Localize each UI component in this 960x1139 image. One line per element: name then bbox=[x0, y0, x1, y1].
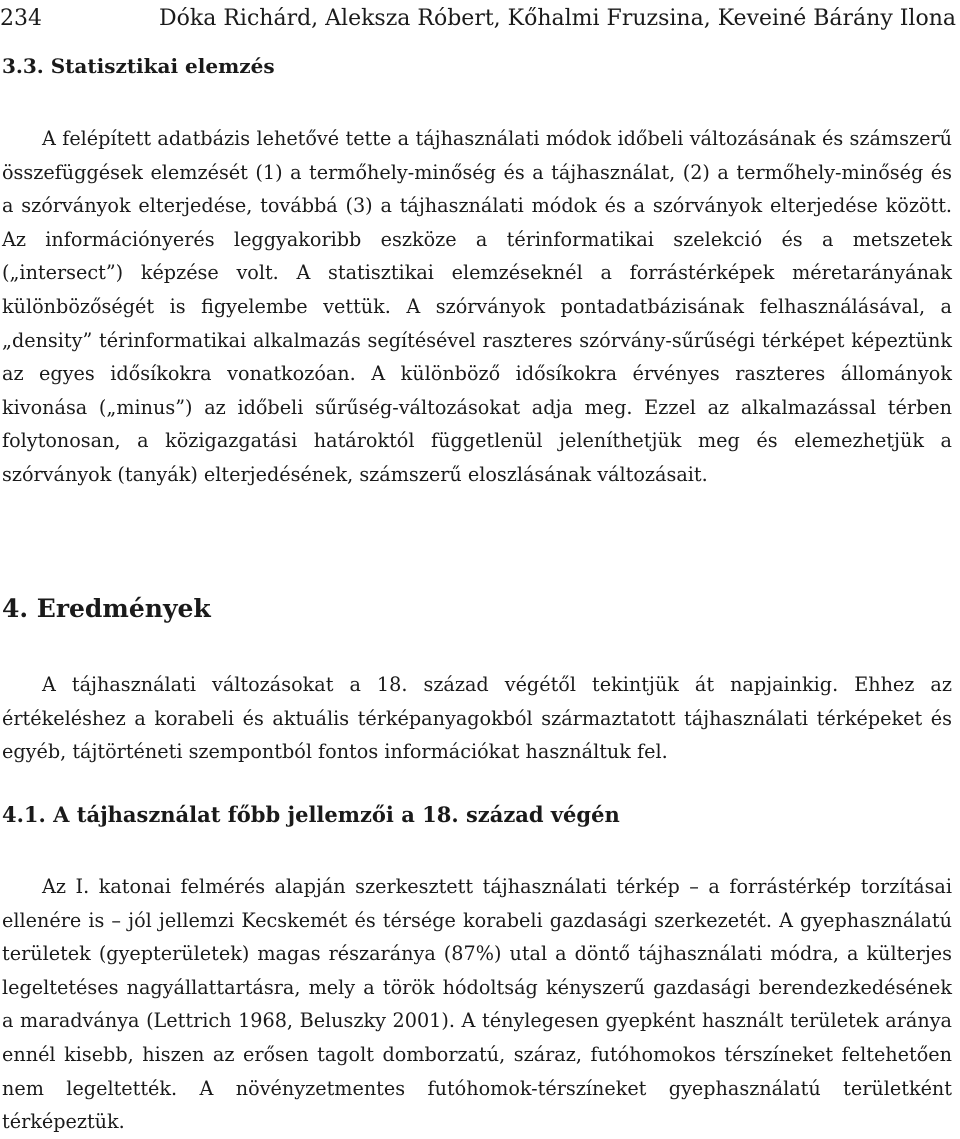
paragraph-results-intro: A tájhasználati változásokat a 18. század végétől tekintjük át napjainkig. Ehhez az értékeléshez a korabeli és aktuális térképanyagokból származtatott tájhasználati térképeket és egyéb, tájtörténeti szempontból fontos információkat használtuk fel. bbox=[2, 673, 952, 764]
paragraph-18th-century-land-use: Az I. katonai felmérés alapján szerkesztett tájhasználati térkép – a forrástérkép torzításai ellenére is – jól jellemzi Kecskemét és térsége korabeli gazdasági szerkezetét. A gyephasználatú területek (gyepterületek) magas részaránya (87%) utal a döntő tájhasználati módra, a külterjes legeltetéses nagyállattartásra, mely a török hódoltság kényszerű gazdasági berendezkedésének a maradványa (Lettrich 1968, Beluszky 2001). A ténylegesen gyepként használt területek aránya ennél kisebb, hiszen az erősen tagolt domborzatú, száraz, futóhomokos térszíneket feltehetően nem legeltették. A növényzetmentes futóhomok-térszíneket gyephasználatú területként térképeztük. bbox=[2, 875, 952, 1134]
section-heading-18th-century-land-use: 4.1. A tájhasználat főbb jellemzői a 18. század végén bbox=[2, 802, 620, 827]
paragraph-statistical-analysis: A felépített adatbázis lehetővé tette a tájhasználati módok időbeli változásának és számszerű összefüggések elemzését (1) a termőhely-minőség és a tájhasználat, (2) a termőhely-minőség és a szórványok elterjedése, továbbá (3) a tájhasználati módok és a szórványok elterjedése között. Az információnyerés leggyakoribb eszköze a térinformatikai szelekció és a metszetek („intersect”) képzése volt. A statisztikai elemzéseknél a forrástérképek méretarányának különbözőségét is figyelembe vettük. A szórványok pontadatbázisának felhasználásával, a „density” térinformatikai alkalmazás segítésével raszteres szórvány-sűrűségi térképet képeztünk az egyes idősíkokra vonatkozóan. A különböző idősíkokra érvényes raszteres állományok kivonása („minus”) az időbeli sűrűség-változásokat adja meg. Ezzel az alkalmazással térben folytonosan, a közigazgatási határoktól függetlenül jeleníthetjük meg és elemezhetjük a szórványok (tanyák) elterjedésének, számszerű eloszlásának változásait. bbox=[2, 127, 952, 486]
section-heading-results: 4. Eredmények bbox=[2, 594, 211, 623]
author-names: Dóka Richárd, Aleksza Róbert, Kőhalmi Fruzsina, Keveiné Bárány Ilona bbox=[159, 6, 956, 31]
page-number: 234 bbox=[0, 6, 42, 31]
running-header bbox=[0, 4, 960, 34]
section-heading-statistical-analysis: 3.3. Statisztikai elemzés bbox=[2, 54, 275, 78]
